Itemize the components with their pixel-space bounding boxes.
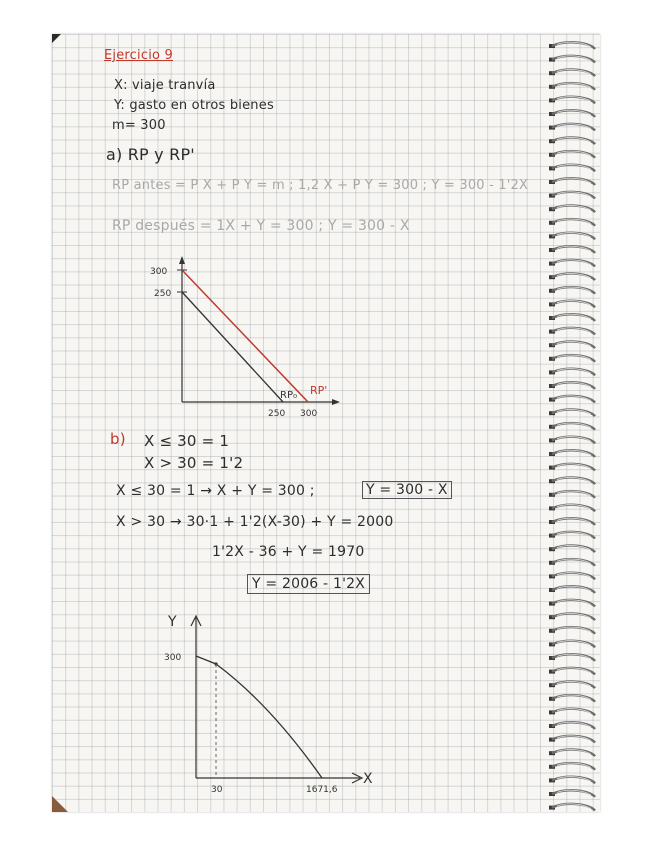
binding-ring	[549, 382, 595, 389]
binding-ring	[549, 83, 595, 90]
binding-ring	[549, 409, 595, 416]
binding-ring	[549, 518, 595, 525]
definition-y: Y: gasto en otros bienes	[114, 98, 274, 113]
binding-ring	[549, 287, 595, 294]
kinked-budget-line	[196, 656, 322, 778]
binding-ring	[549, 260, 595, 267]
binding-ring	[549, 124, 595, 131]
part-a-heading: a) RP y RP'	[106, 145, 195, 164]
rp0-line	[182, 292, 283, 402]
binding-ring	[549, 219, 595, 226]
condition-1: X ≤ 30 = 1	[144, 432, 230, 450]
binding-ring	[549, 437, 595, 444]
binding-ring	[549, 341, 595, 348]
x-tick-250-label: 250	[268, 409, 286, 419]
definition-x: X: viaje tranvía	[114, 78, 216, 93]
binding-ring	[549, 763, 595, 770]
binding-ring	[549, 205, 595, 212]
binding-ring	[549, 69, 595, 76]
binding-ring	[549, 328, 595, 335]
rp-antes-equation: RP antes = P X + P Y = m ; 1,2 X + P Y = 300 ; Y = 300 - 1'2X	[112, 178, 529, 193]
y-axis-label: Y	[168, 614, 177, 630]
budget-line-graph	[140, 252, 350, 424]
binding-ring	[549, 654, 595, 661]
binding-ring	[549, 641, 595, 648]
rp-prime-line	[182, 270, 308, 402]
binding-ring	[549, 314, 595, 321]
y-tick-300-label: 300	[150, 267, 168, 277]
binding-ring	[549, 151, 595, 158]
binding-ring	[549, 355, 595, 362]
binding-ring	[549, 505, 595, 512]
binding-ring	[549, 545, 595, 552]
spiral-binding	[545, 36, 605, 812]
binding-ring	[549, 301, 595, 308]
definition-m: m= 300	[112, 118, 166, 133]
binding-ring	[549, 695, 595, 702]
binding-ring	[549, 600, 595, 607]
binding-ring	[549, 97, 595, 104]
binding-ring	[549, 273, 595, 280]
rp0-label: RP₀	[280, 390, 297, 401]
binding-ring	[549, 559, 595, 566]
binding-ring	[549, 137, 595, 144]
graph-b-x-tick-end: 1671,6	[306, 785, 338, 795]
binding-ring	[549, 178, 595, 185]
binding-ring	[549, 777, 595, 784]
binding-ring	[549, 613, 595, 620]
binding-ring	[549, 491, 595, 498]
rp-prime-label: RP'	[310, 384, 328, 397]
condition-2: X > 30 = 1'2	[144, 454, 244, 472]
binding-ring	[549, 709, 595, 716]
kinked-budget-graph	[160, 604, 380, 800]
binding-ring	[549, 423, 595, 430]
graph-b-x-tick-30: 30	[211, 785, 223, 795]
binding-ring	[549, 627, 595, 634]
binding-ring	[549, 477, 595, 484]
binding-ring	[549, 450, 595, 457]
equation-line-1: X ≤ 30 = 1 → X + Y = 300 ;	[116, 483, 315, 499]
result-box-1: Y = 300 - X	[362, 481, 452, 499]
binding-ring	[549, 722, 595, 729]
binding-ring	[549, 165, 595, 172]
binding-ring	[549, 110, 595, 117]
result-box-2: Y = 2006 - 1'2X	[247, 574, 370, 594]
graph-a-x-arrow	[332, 399, 340, 405]
page-corner-bottom	[52, 796, 68, 812]
binding-ring	[549, 804, 595, 811]
binding-ring	[549, 736, 595, 743]
x-axis-label: X	[363, 771, 373, 787]
binding-ring	[549, 668, 595, 675]
binding-ring	[549, 396, 595, 403]
binding-ring	[549, 681, 595, 688]
x-tick-300-label: 300	[300, 409, 318, 419]
binding-ring	[549, 532, 595, 539]
binding-ring	[549, 464, 595, 471]
graph-b-y-tick-300: 300	[164, 653, 182, 663]
binding-ring	[549, 749, 595, 756]
exercise-title: Ejercicio 9	[104, 48, 173, 63]
rp-despues-equation: RP después = 1X + Y = 300 ; Y = 300 - X	[112, 218, 410, 234]
part-b-label: b)	[110, 430, 126, 448]
binding-ring	[549, 246, 595, 253]
binding-ring	[549, 369, 595, 376]
page-corner-top	[52, 34, 61, 43]
binding-ring	[549, 42, 595, 49]
equation-line-2: X > 30 → 30·1 + 1'2(X-30) + Y = 2000	[116, 514, 394, 530]
binding-ring	[549, 573, 595, 580]
binding-ring	[549, 790, 595, 797]
binding-ring	[549, 192, 595, 199]
binding-ring	[549, 233, 595, 240]
binding-ring	[549, 56, 595, 63]
y-tick-250-label: 250	[154, 289, 172, 299]
equation-line-3: 1'2X - 36 + Y = 1970	[212, 544, 365, 560]
binding-ring	[549, 586, 595, 593]
graph-a-y-arrow	[179, 256, 185, 264]
